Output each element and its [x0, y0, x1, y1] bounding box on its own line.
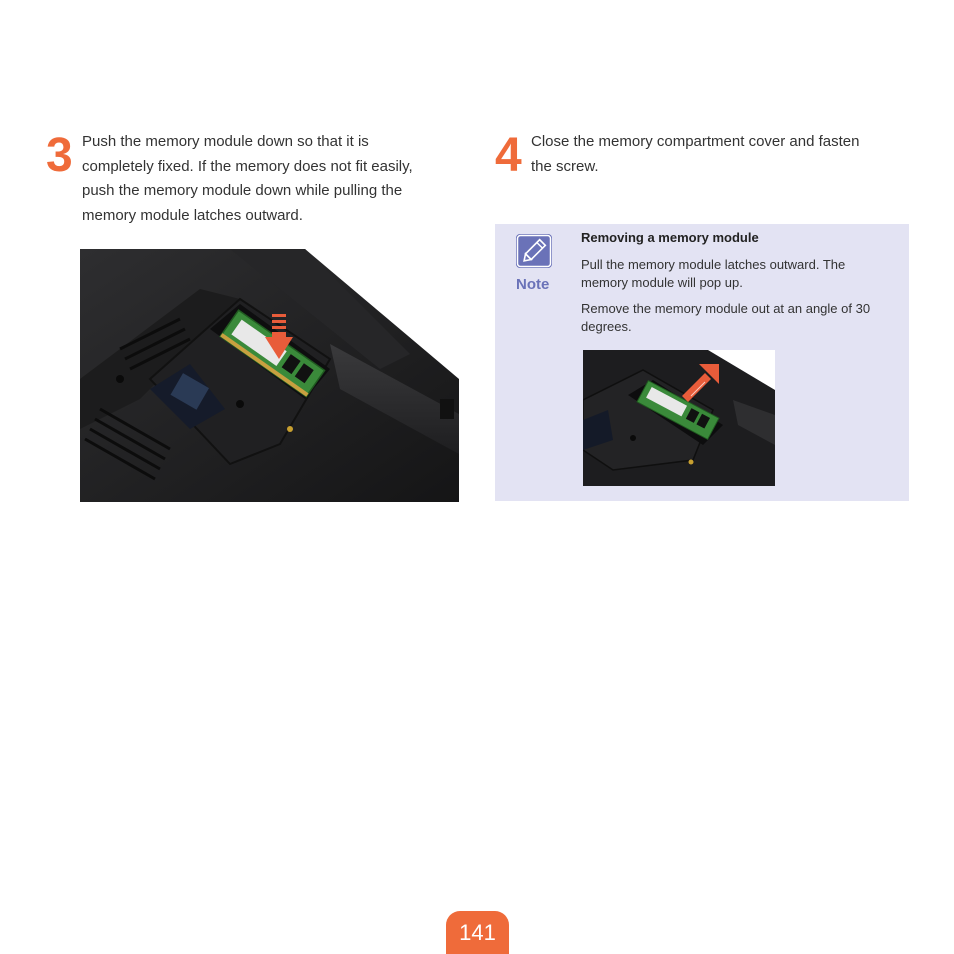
- pencil-note-icon: [516, 234, 552, 268]
- laptop-underside-image: [80, 249, 459, 502]
- step-4-line: Close the memory compartment cover and fasten: [531, 133, 860, 150]
- note-line: memory module will pop up.: [581, 275, 743, 290]
- step-3-line: completely fixed. If the memory does not fit easily,: [82, 157, 413, 175]
- page-number: 141: [459, 920, 496, 945]
- note-line: Pull the memory module latches outward. The: [581, 257, 846, 272]
- memory-removal-image: [583, 350, 775, 486]
- note-paragraph-2: [581, 300, 893, 336]
- step-3-line: push the memory module down while pulling the: [82, 182, 403, 199]
- step-4-line: the screw.: [531, 157, 599, 175]
- step-3-line: memory module latches outward.: [82, 206, 303, 224]
- note-line: Remove the memory module out at an angle of 30: [581, 301, 871, 316]
- note-title: Removing a memory module: [581, 230, 759, 245]
- note-box: [495, 224, 909, 501]
- note-label: Note: [516, 276, 550, 293]
- step-3-text: [82, 130, 452, 228]
- page-number-tab: [446, 911, 509, 954]
- note-photo: [583, 350, 775, 486]
- step-3-line: Push the memory module down so that it is: [82, 133, 369, 150]
- step-4-number: 4: [495, 129, 521, 182]
- note-line: degrees.: [581, 319, 632, 334]
- step-4-text: [531, 130, 901, 179]
- note-paragraph-1: [581, 256, 893, 292]
- step-3-number: 3: [46, 129, 72, 182]
- step-3-photo: [80, 249, 459, 502]
